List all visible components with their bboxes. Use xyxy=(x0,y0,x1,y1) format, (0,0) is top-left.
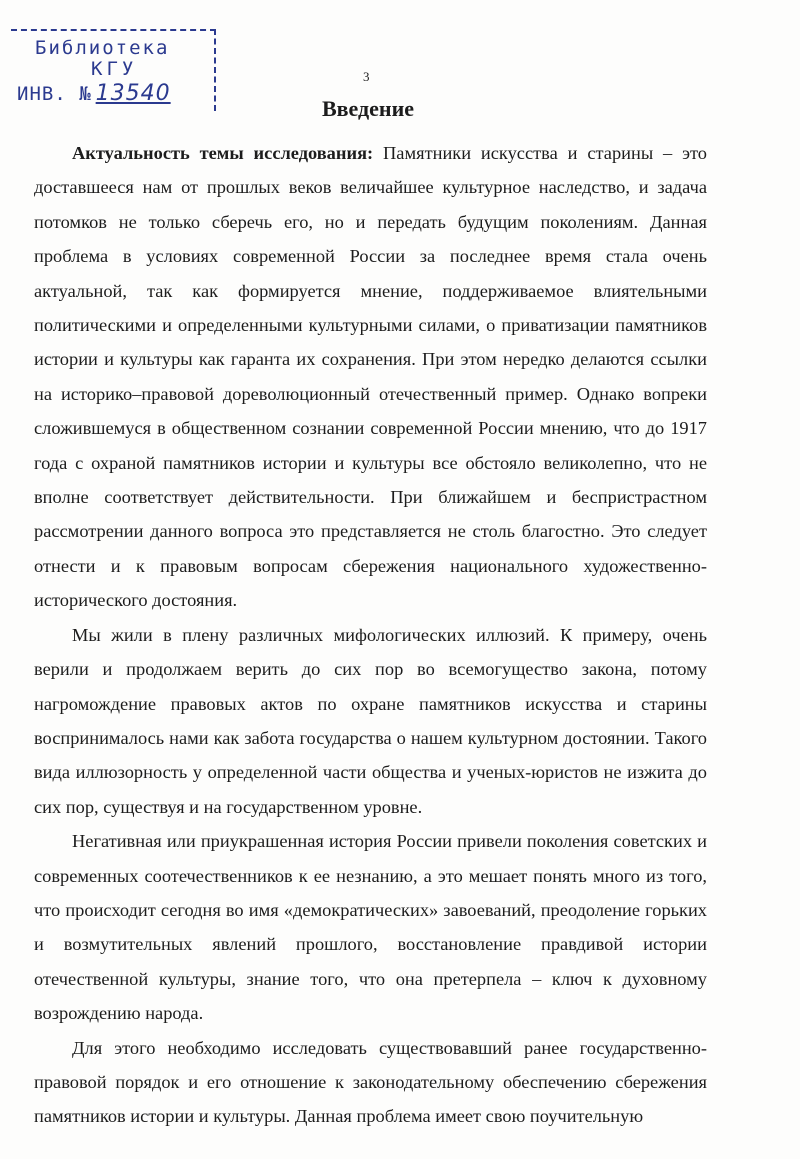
paragraph-text: Негативная или приукрашенная история России привели поколения советских и современных соотечественников к ее незнанию, а это мешает понять много из того, что происходит сегодня во имя «демократических» завоеваний, преодоление горьких и возмутительных явлений прошлого, восстановление правдивой истории отечественной культуры, знание того, что она претерпела – ключ к духовному возрождению народа. xyxy=(34,831,707,1024)
body-text xyxy=(34,136,707,1134)
paragraph xyxy=(34,136,707,618)
paragraph-text: Мы жили в плену различных мифологических иллюзий. К примеру, очень верили и продолжаем верить до сих пор во всемогущество закона, потому нагромождение правовых актов по охране памятников искусства и старины воспринималось нами как забота государства о нашем культурном достоянии. Такого вида иллюзорность у определенной части общества и ученых-юристов не изжита до сих пор, существуя и на государственном уровне. xyxy=(34,624,707,817)
paragraph-text: Памятники искусства и старины – это доставшееся нам от прошлых веков величайшее культурное наследство, и задача потомков не только сберечь его, но и передать будущим поколениям. Данная проблема в условиях современной России за последнее время стала очень актуальной, так как формируется мнение, поддерживаемое влиятельными политическими и определенными культурными силами, о приватизации памятников истории и культуры как гаранта их сохранения. При этом нередко делаются ссылки на историко–правовой дореволюционный отечественный пример. Однако вопреки сложившемуся в общественном сознании современной России мнению, что до 1917 года с охраной памятников истории и культуры все обстояло великолепно, что не вполне соответствует действительности. При ближайшем и беспристрастном рассмотрении данного вопроса это представляется не столь благостно. Это следует отнести и к правовым вопросам сбережения национального художественно-исторического достояния. xyxy=(34,143,707,611)
paragraph xyxy=(34,824,707,1030)
paragraph xyxy=(34,1031,707,1134)
page-title: Введение xyxy=(321,96,415,121)
paragraph xyxy=(34,618,707,824)
stamp-inventory-prefix: ИНВ. № xyxy=(17,83,92,105)
stamp-university-label: КГУ xyxy=(91,58,138,80)
page-number: 3 xyxy=(363,69,370,84)
stamp-inventory-number: 13540 xyxy=(95,81,171,106)
paragraph-lead: Актуальность темы исследования: xyxy=(72,143,374,163)
paragraph-text: Для этого необходимо исследовать существовавший ранее государственно-правовой порядок и его отношение к законодательному обеспечению сбережения памятников истории и культуры. Данная проблема имеет свою поучительную xyxy=(34,1037,707,1127)
stamp-library-label: Библиотека xyxy=(35,37,170,59)
